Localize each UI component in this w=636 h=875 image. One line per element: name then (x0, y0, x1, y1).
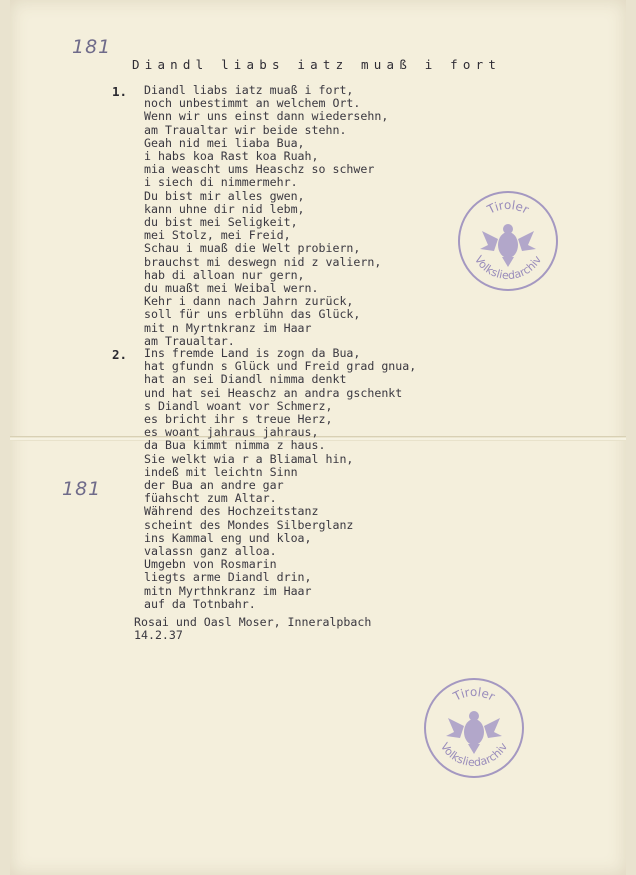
verse-line: Schau i muaß die Welt probiern, (144, 241, 361, 256)
verse-line: du bist mei Seligkeit, (144, 215, 298, 230)
verse-line: mia weascht ums Heaschz so schwer (144, 162, 375, 177)
verse-line: und hat sei Heaschz an andra gschenkt (144, 385, 403, 400)
verse-line: ins Kammal eng und kloa, (144, 530, 312, 545)
verse-1 (144, 84, 388, 348)
stamp-bottom-text: Volksliedarchiv (471, 253, 545, 283)
verse-line: mei Stolz, mei Freid, (144, 228, 291, 243)
page-number-top: 181 (72, 36, 112, 58)
stamp-top-text: Tiroler (451, 684, 498, 704)
verse-line: kann uhne dir nid lebm, (144, 201, 305, 216)
verse-line: am Traualtar. (144, 333, 235, 348)
verse-2 (144, 347, 416, 611)
stamp-graphic (460, 193, 556, 289)
verse-line: es woant jahraus jahraus, (144, 425, 319, 440)
verse-line: scheint des Mondes Silberglanz (144, 517, 354, 532)
date-line: 14.2.37 (134, 628, 183, 643)
verse-number-2: 2. (112, 347, 128, 362)
verse-line: brauchst mi deswegn nid z valiern, (144, 254, 382, 269)
verse-line: mitn Myrthnkranz im Haar (144, 583, 312, 598)
verse-line: mit n Myrtnkranz im Haar (144, 320, 312, 335)
stamp-bottom-text: Volksliedarchiv (437, 740, 511, 770)
verse-line: Diandl liabs iatz muaß i fort, (144, 83, 354, 97)
verse-line: hat gfundn s Glück und Freid grad gnua, (144, 359, 417, 374)
verse-line: Sie welkt wia r a Bliamal hin, (144, 451, 354, 466)
verse-line: es bricht ihr s treue Herz, (144, 412, 333, 427)
verse-line: i siech di nimmermehr. (144, 175, 298, 190)
verse-line: Du bist mir alles gwen, (144, 188, 305, 203)
verse-line: der Bua an andre gar (144, 478, 284, 493)
archive-stamp-bottom (424, 678, 524, 778)
signature (134, 616, 371, 642)
verse-line: i habs koa Rast koa Ruah, (144, 149, 319, 164)
verse-line: füahscht zum Altar. (144, 491, 277, 506)
verse-line: noch unbestimmt an welchem Ort. (144, 96, 361, 111)
stamp-top-text: Tiroler (485, 197, 532, 217)
verse-line: valassn ganz alloa. (144, 544, 277, 559)
verse-line: soll für uns erblühn das Glück, (144, 307, 361, 322)
signature-line: Rosai und Oasl Moser, Inneralpbach (134, 615, 372, 629)
verse-line: s Diandl woant vor Schmerz, (144, 398, 333, 413)
verse-number-1: 1. (112, 84, 128, 99)
verse-line: du muaßt mei Weibal wern. (144, 281, 319, 296)
verse-line: Wenn wir uns einst dann wiedersehn, (144, 109, 389, 124)
verse-line: hab di alloan nur gern, (144, 267, 305, 282)
archive-stamp-top (458, 191, 558, 291)
verse-line: Umgebn von Rosmarin (144, 557, 277, 572)
verse-line: hat an sei Diandl nimma denkt (144, 372, 347, 387)
verse-line: Kehr i dann nach Jahrn zurück, (144, 294, 354, 309)
verse-line: am Traualtar wir beide stehn. (144, 122, 347, 137)
song-title: Diandl liabs iatz muaß i fort (132, 57, 502, 72)
eagle-icon (480, 224, 536, 267)
verse-line: indeß mit leichtn Sinn (144, 464, 298, 479)
eagle-icon (446, 711, 502, 754)
verse-line: Geah nid mei liaba Bua, (144, 135, 305, 150)
svg-text:Tiroler (484, 198, 531, 217)
svg-text:Tiroler (450, 685, 497, 704)
verse-line: da Bua kimmt nimma z haus. (144, 438, 326, 453)
verse-line: liegts arme Diandl drin, (144, 570, 312, 585)
stamp-graphic (426, 680, 522, 776)
verse-line: Ins fremde Land is zogn da Bua, (144, 346, 361, 360)
verse-line: auf da Totnbahr. (144, 596, 256, 611)
verse-line: Während des Hochzeitstanz (144, 504, 319, 519)
page-number-middle: 181 (62, 478, 102, 500)
